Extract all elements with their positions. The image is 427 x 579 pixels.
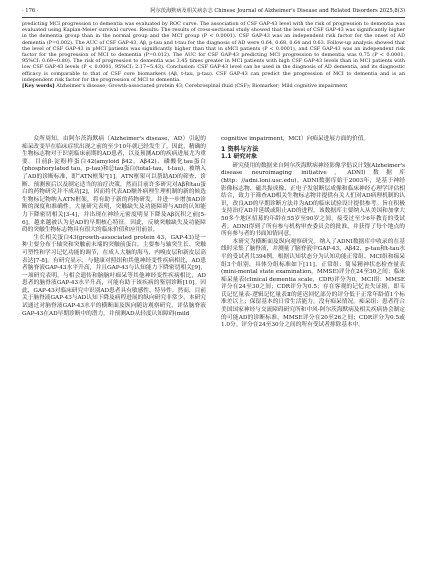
running-header xyxy=(22,7,405,18)
section-heading-methods: 1 资料与方法 xyxy=(221,145,259,153)
right-column xyxy=(221,136,405,330)
methods-paragraph-1: 研究使用的数据来自阿尔茨海默病神经影像学倡议计划(Alzheimer's disease neuroimaging initiative，ADNI)数据库(http：//adni.loni.usc.edu)。ADNI数据库始于2003年，是基于神经影像标志物、磁共振成像、正电子发射断层成像和临床神经心理学评估相结合，致力于筛查AD相关生物标志物并提供有关人们对AD病理机制的认识，改良AD的早期诊断方法并为AD的临床试验设计提供参考。旨在积极支持治疗AD并延缓或阻止AD的进程。该数据库主要纳入从美国和加拿大50多个地区招募的年龄在55岁至90岁之间，接受过至少6年教育的受试者。ADNI得到了所有参与机构审查委员会的批准，并获得了每个地点的所有参与者的书面知情同意。 xyxy=(221,162,405,238)
journal-title: 阿尔茨海默病及相关病杂志 Chinese Journal of Alzheimer's Disease and Related Disorders 2025,8(3) xyxy=(150,8,405,14)
intro-continuation: cognitive impairment，MCI）向痴呆进展方面的价值。 xyxy=(221,136,370,142)
keywords-label: [Key words] xyxy=(22,83,55,90)
english-abstract xyxy=(22,21,405,89)
methods-paragraph-2: 本研究为横断面及纵向观察研究。纳入了ADNI数据库中收录的在基线时采集了脑脊液，并测量了脑脊液中GAP-43、Aβ42、p-tau和t-tau水平的受试者共394例。根据认知状态分为认知功能正常组、MCI组和痴呆组3个组别，具体分组标准如下[11]。正常组：简易精神状态检查量表(mini-mental state examination，MMSE)评分在24至30之间；临床痴呆量表(clinical dementia scale，CDR)评分为0。MCI组：MMSE评分在24至30之间；CDR评分为0.5；存在客观的记忆丧失证据，即韦氏记忆量表-逻辑记忆量表Ⅱ的延迟回忆部分的评分低于正常年龄值1个标准差以上；保留基本的日常生活能力，没有痴呆情况。痴呆组：患者符合美国国家神经与交流障碍研究所和中风-阿尔茨海默病及相关疾病协会制定的可能AD的诊断标准，MMSE评分在20至26之间；CDR评分为0.5或1.0分。评分在24至30分之间的所有受试者排除基本中。 xyxy=(221,238,405,329)
intro-paragraph-2: 生长相关蛋白43(growth-associated protein 43，GAP-43)是一种主要分布于轴突和突触前末端的突触前蛋白，主要参与轴突生长、突触可塑性和学习记忆功能的调节，在成人大脑的海马、内嗅皮层和新皮层高表达[7-8]。有研究显示，与健康对照组和其他神经变性疾病相比，AD患者脑脊液GAP-43水平升高，并且GAP-43与认知能力下降密切相关[9]，一项研究表明，与相会遗传和脑脑叶痴呆等其他神经变性疾病相比，AD患者的脑脊液GAP-43水平升高，可能有助于该疾病的鉴别诊断[10]。因此，GAP-43对临床研究中识别AD患者具有敏感性、特异性。然而，目前关于脑脊液GAP-43与AD认知下降及病程进展的纵向研究非常少，本研究试通过对脑脊液GAP-43水平的横断面及纵向随访观察研究，评估脑脊液GAP-43在AD早期诊断中的潜力，并预测AD从轻度认知障碍(mild xyxy=(22,234,206,317)
intro-paragraph-1: 众所周知，由阿尔茨海默病（Alzheimer's disease，AD）引起的痴呆改变早在临床症状出现之前的至少10年就已经发生了，因此，精确的生物标志物对于识别临床前期的AD患者，以及预测AD的疾病进展尤为重要。目前β-淀粉样蛋白42(amyloid β42，Aβ42)、磷酸化tau蛋白(phosphorylated tau，p-tau)和总tau蛋白(total-tau，t-tau)，被纳入了AD的诊断标准，即“ATN框架”[1]。ATN框架可以帮助AD的筛查、诊断、预测预后以及制定适当的治疗决策，然而目前许多研究对Aβ和tau蛋白的药物研究并不成功[2]，因而将代表AD额外病理生理机制的新的候选生物标记物纳入ATN框架，将有助于新的药物研发，并进一步增加AD诊断的深度和准确性。大量研究表明，突触缺失及功能障碍与AD的认知能力下降密切相关[3-4]，并出现在神经元密度明显下降及Aβ沉积之前[5-6]，越来越被认为是AD的早期核心特征。因此，反映突触缺失及功能障碍的突触生物标志物具有很大的临床价值和应用前景。 xyxy=(22,136,206,234)
page-number: · 176 · xyxy=(22,8,39,14)
keywords-text: Alzheimer's disease; Growth-associated protein 43; Cerebrospinal fluid (CSF); Biomarker; Mild cognitive impairment xyxy=(56,83,348,90)
subsection-heading-subjects: 1.1 研究对象 xyxy=(221,154,258,161)
left-column xyxy=(22,136,206,318)
abstract-text: predicting MCI progression to dementia was evaluated by ROC curve. The association of CSF GAP-43 level with the risk of progression to dementia was evaluated using Kaplan-Meier survival curves. Results: The results of cross-sectional study showed that the level of CSF GAP-43 was significantly higher in the dementia group than in the normal group and the MCI group (P < 0.0001). CSF GAP-43 was an independent risk factor for the onset of AD dementia (P=0.002). The AUC of CSF GAP-43, Aβ, p-tau and t-tau for the diagnosis of AD were 0.64, 0.68, 0.64 and 0.63. Follow-up analysis showed that the level of CSF GAP-43 in pMCI patients was significantly higher than that in sMCI patients (P < 0.0001), and CSF GAP-43 was an independent risk factor for the progression of MCI to dementia (P=0.012). The AUC for CSF GAP-43 predicting MCI progression to dementia was 0.75 (P < 0.0001, 95%CI: 0.69~0.80). The risk of progression to dementia was 3.45 times greater in MCI patients with high CSF GAP-43 levels than in MCI patients with low CSF GAP-43 levels (P < 0.0001, 95%CI: 2.17~5.43). Conclusion: CSF GAP-43 level can be used in the diagnosis of AD dementia, and its diagnostic efficacy is comparable to that of CSF core biomarkers (Aβ, t-tau, p-tau). CSF GAP-43 can predict the progression of MCI to dementia and is an independent risk factor for the progression of MCI to dementia. xyxy=(22,21,405,83)
